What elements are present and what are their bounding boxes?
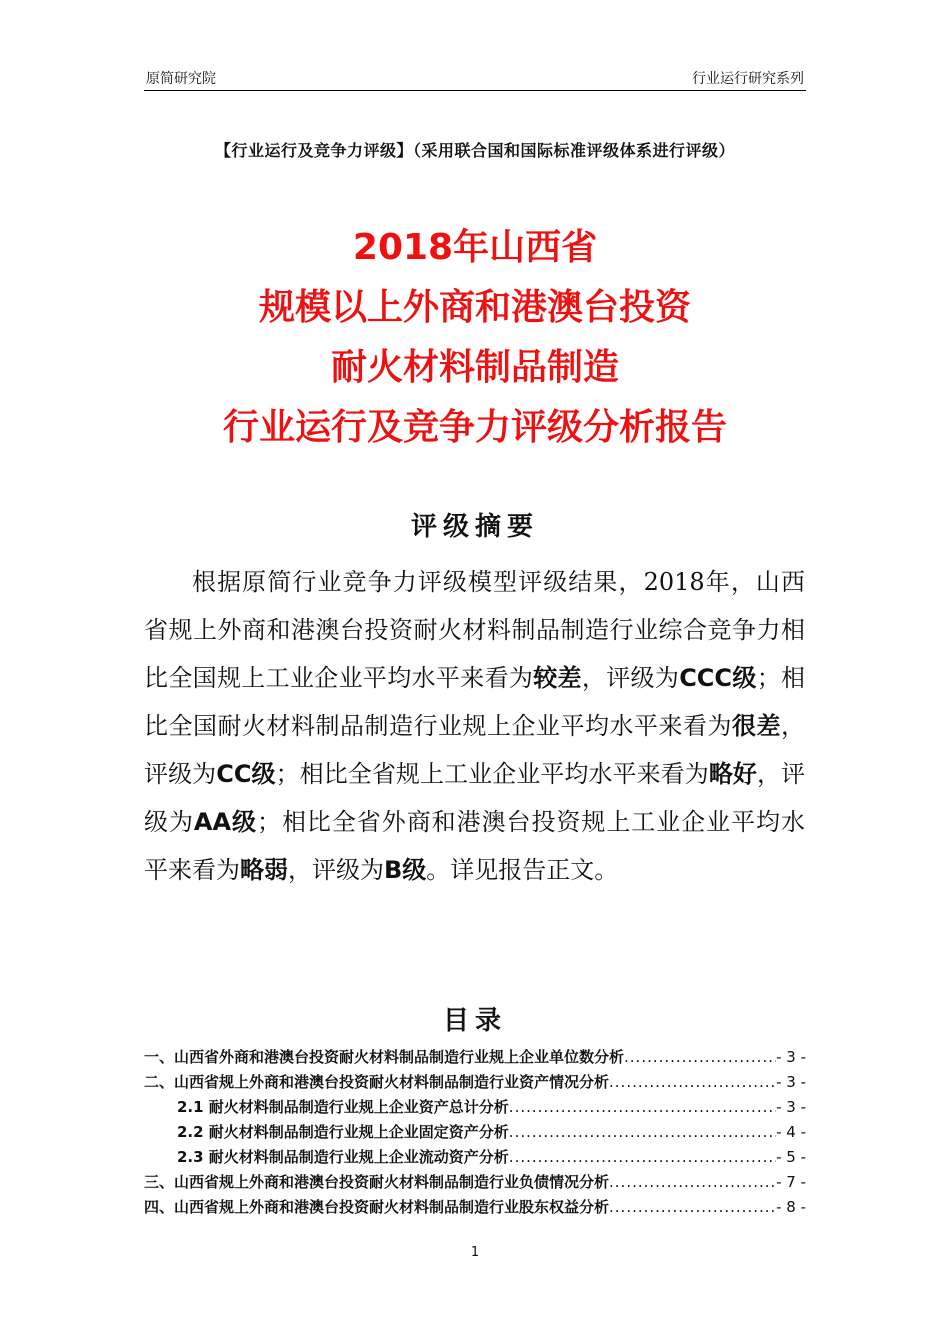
toc-page-number: - 3 - [776,1073,806,1091]
toc-entry-label: 2.3 耐火材料制品制造行业规上企业流动资产分析 [177,1148,509,1166]
toc-page-number: - 7 - [776,1173,806,1191]
rating-term: 较差 [533,664,582,692]
toc-entry-label: 2.1 耐火材料制品制造行业规上企业资产总计分析 [177,1098,509,1116]
toc-leader [509,1120,776,1145]
summary-heading: 评级摘要 [410,512,539,542]
toc-heading: 目录 [442,1006,507,1036]
page-number: 1 [470,1245,480,1260]
summary-text: ，评级为 [144,760,806,836]
summary-paragraph [144,558,805,894]
page-header [144,66,806,91]
toc-page-number: - 3 - [776,1098,806,1116]
toc-leader [509,1145,776,1170]
rating-grade: CCC级 [679,664,757,692]
summary-text: ，评级为 [144,712,805,788]
summary-text: ，评级为 [581,664,680,692]
rating-term: 很差 [732,712,781,740]
summary-text: 。详见报告正文。 [426,856,619,884]
toc-page-number: - 3 - [776,1048,806,1066]
title-line: 规模以上外商和港澳台投资 [258,287,691,328]
toc-subentry[interactable] [144,1120,806,1145]
toc-page-number: - 8 - [776,1198,806,1216]
toc-leader [509,1095,776,1120]
toc-entry[interactable] [144,1170,806,1195]
summary-text: ；相比全省外商和港澳台投资规上工业企业平均水平来看为 [144,808,806,884]
rating-term: 略好 [708,760,757,788]
toc-subentry[interactable] [144,1095,806,1120]
toc-leader [609,1070,776,1095]
toc-entry-label: 二、山西省规上外商和港澳台投资耐火材料制品制造行业资产情况分析 [144,1073,610,1091]
rating-grade: AA级 [193,808,257,836]
summary-text: 根据原简行业竞争力评级模型评级结果，2018年，山西省规上外商和港澳台投资耐火材料制品制造行业综合竞争力相比全国规上工业企业平均水平来看为 [144,568,805,692]
toc-entry-label: 2.2 耐火材料制品制造行业规上企业固定资产分析 [177,1123,509,1141]
toc-entry[interactable] [144,1195,806,1220]
toc-leader [609,1170,776,1195]
rating-grade: CC级 [216,760,276,788]
table-of-contents [144,1045,806,1220]
rating-term: 略弱 [240,856,288,884]
toc-leader [609,1195,776,1220]
toc-entry-label: 三、山西省规上外商和港澳台投资耐火材料制品制造行业负债情况分析 [144,1173,610,1191]
summary-text: ；相比全国耐火材料制品制造行业规上企业平均水平来看为 [144,664,806,740]
header-org: 原简研究院 [146,71,216,87]
toc-entry-label: 四、山西省规上外商和港澳台投资耐火材料制品制造行业股东权益分析 [144,1198,610,1216]
header-series: 行业运行研究系列 [692,71,804,87]
toc-page-number: - 4 - [776,1123,806,1141]
title-line: 2018年山西省 [352,227,598,268]
toc-subentry[interactable] [144,1145,806,1170]
toc-leader [624,1045,776,1070]
toc-entry[interactable] [144,1070,806,1095]
rating-grade: B级 [384,856,427,884]
toc-entry-label: 一、山西省外商和港澳台投资耐火材料制品制造行业规上企业单位数分析 [144,1048,625,1066]
rating-subtitle: 【行业运行及竞争力评级】（采用联合国和国际标准评级体系进行评级） [214,141,735,160]
summary-text: ，评级为 [288,856,384,884]
title-line: 行业运行及竞争力评级分析报告 [222,407,727,448]
title-line: 耐火材料制品制造 [330,347,619,388]
toc-page-number: - 5 - [776,1148,806,1166]
summary-text: ；相比全省规上工业企业平均水平来看为 [275,760,709,788]
toc-entry[interactable] [144,1045,806,1070]
report-title [0,218,950,458]
